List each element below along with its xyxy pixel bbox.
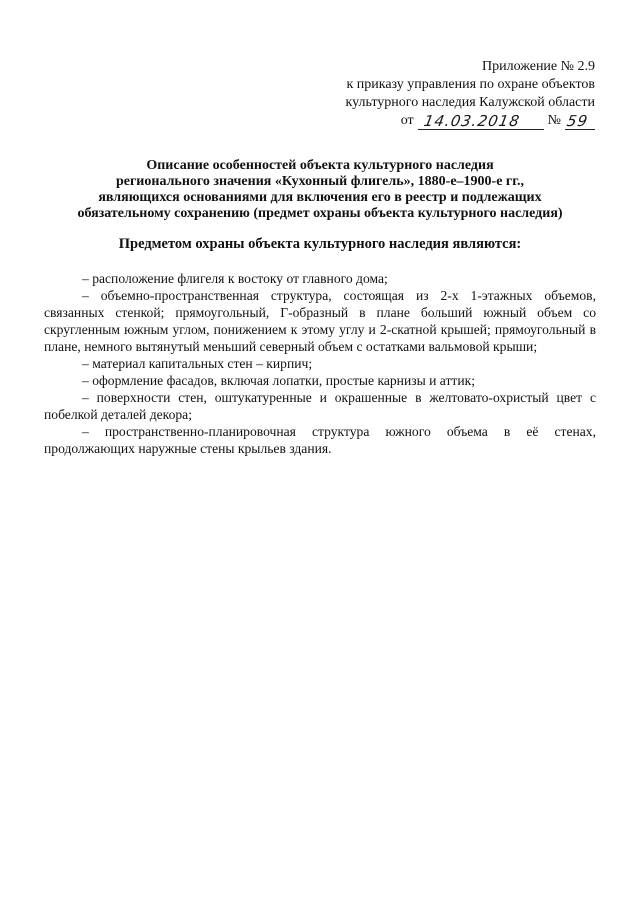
number-blank xyxy=(565,113,595,130)
title-line: Описание особенностей объекта культурного наследия xyxy=(146,158,494,173)
document-title xyxy=(40,158,600,222)
number-prefix: № xyxy=(547,113,561,128)
protection-items-list xyxy=(44,270,596,457)
list-item: – пространственно-планировочная структура южного объема в её стенах, продолжающих наружные стены крыльев здания. xyxy=(44,424,596,456)
title-line: обязательному сохранению (предмет охраны объекта культурного наследия) xyxy=(77,206,563,221)
list-item: – оформление фасадов, включая лопатки, простые карнизы и аттик; xyxy=(82,373,476,388)
handwritten-number: 59 xyxy=(565,112,590,130)
title-line: являющихся основаниями для включения его в реестр и подлежащих xyxy=(98,190,542,205)
list-item: – объемно-пространственная структура, состоящая из 2-х 1-этажных объемов, связанных стенкой; прямоугольный, Г-образный в плане больший южный объем со скругленным южным углом, понижением к этому углу и 2-скатной крышей; прямоугольный в плане, немного вытянутый меньший северный объем с остатками вальмовой крыши; xyxy=(44,288,596,354)
order-reference: к приказу управления по охране объектов xyxy=(346,77,595,92)
date-number-row xyxy=(346,112,595,130)
subject-heading: Предметом охраны объекта культурного наследия являются: xyxy=(118,236,522,252)
date-prefix: от xyxy=(400,113,414,128)
date-blank xyxy=(418,113,544,130)
appendix-number: Приложение № 2.9 xyxy=(482,59,595,74)
handwritten-date: 14.03.2018 xyxy=(422,112,522,130)
list-item: – поверхности стен, оштукатуренные и окрашенные в желтовато-охристый цвет с побелкой деталей декора; xyxy=(44,390,596,422)
title-line: регионального значения «Кухонный флигель», 1880-е–1900-е гг., xyxy=(115,174,525,189)
list-item: – материал капитальных стен – кирпич; xyxy=(82,356,313,371)
list-item: – расположение флигеля к востоку от главного дома; xyxy=(82,271,388,286)
authority-name: культурного наследия Калужской области xyxy=(345,95,595,110)
document-header xyxy=(346,58,595,130)
